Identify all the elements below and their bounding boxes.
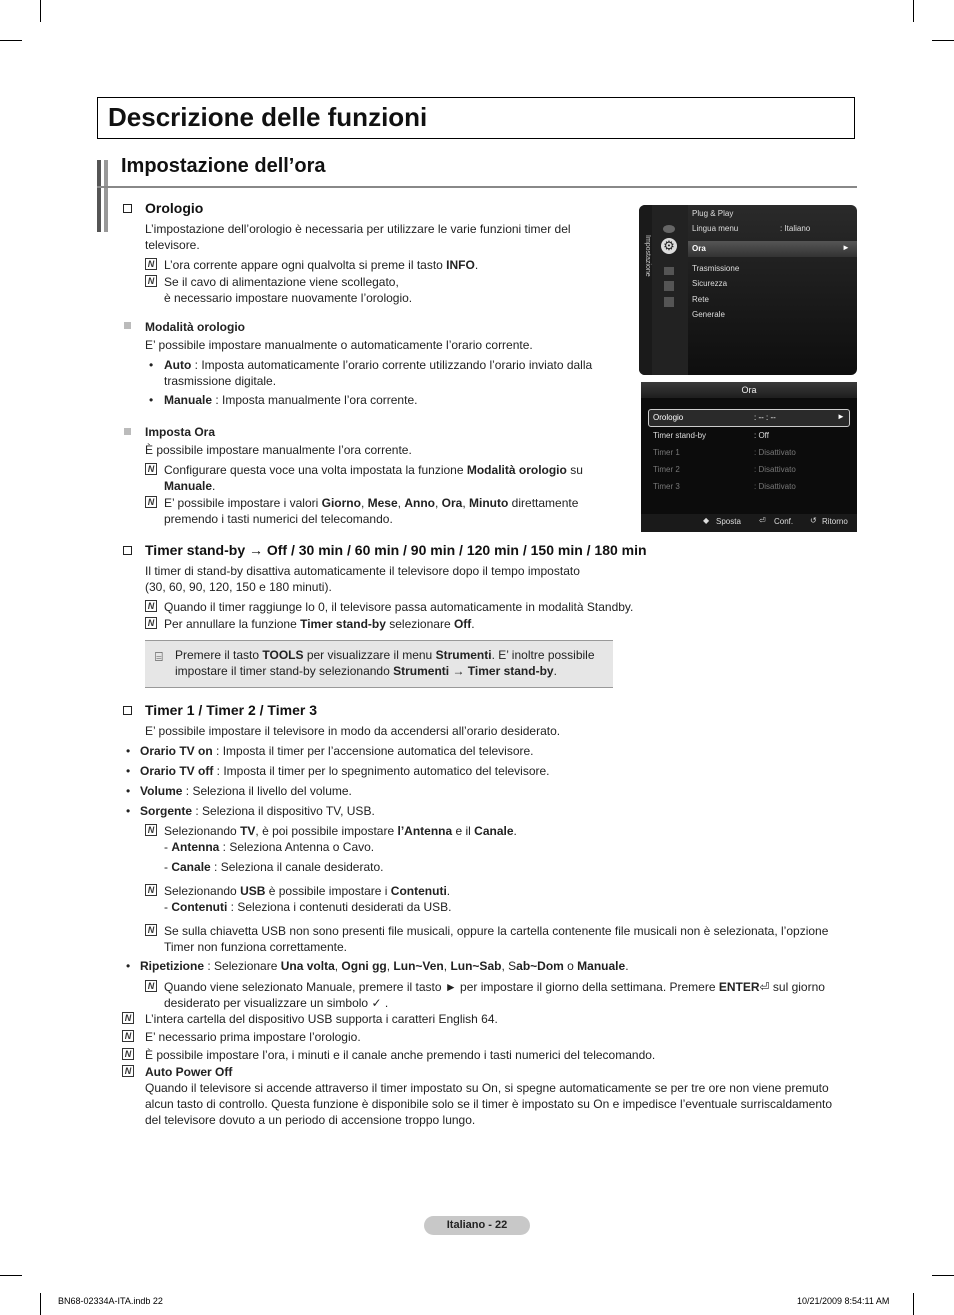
crop-mark	[0, 40, 22, 41]
sub-item: - Contenuti : Seleziona i contenuti desiderati da USB.	[164, 900, 452, 914]
row-label-standby[interactable]: Timer stand-by	[653, 431, 707, 440]
channel-icon	[664, 267, 674, 275]
bullet-dot: •	[126, 784, 131, 798]
bullet-dot: •	[126, 804, 131, 818]
picture-icon	[663, 225, 675, 233]
footer-ritorno: Ritorno	[822, 517, 848, 526]
page-header-box	[97, 97, 855, 139]
row-value-standby: : Off	[754, 431, 769, 440]
checkbox-icon	[123, 546, 132, 555]
orologio-heading: Orologio	[123, 200, 203, 216]
orologio-intro: L’impostazione dell’orologio è necessaria per utilizzare le varie funzioni timer del televisore.	[145, 222, 571, 252]
bullet-dot: •	[126, 959, 131, 973]
row-value-timer1: : Disattivato	[754, 448, 796, 457]
list-item: Orario TV off : Imposta il timer per lo spegnimento automatico del televisore.	[140, 764, 550, 778]
tip-text: Premere il tasto TOOLS per visualizzare il menu Strumenti. E’ inoltre possibile impostare il timer stand-by selezionando Strumenti → Timer stand-by.	[175, 648, 595, 678]
crop-mark	[913, 1293, 914, 1315]
gear-icon: ⚙	[661, 238, 677, 254]
menu-item-ora[interactable]: Ora	[692, 244, 706, 253]
checkmark-icon: ✓	[371, 996, 382, 1010]
square-bullet-icon	[124, 428, 131, 435]
menu-side-label: Impostazione	[644, 235, 651, 277]
list-item: Sorgente : Seleziona il dispositivo TV, USB.	[140, 804, 375, 818]
list-item: Volume : Seleziona il livello del volume.	[140, 784, 352, 798]
bullet-dot: •	[149, 358, 154, 372]
menu-item-plug-play[interactable]: Plug & Play	[692, 209, 734, 218]
note-text: Selezionando USB è possibile impostare i Contenuti.	[164, 884, 451, 898]
timers-heading: Timer 1 / Timer 2 / Timer 3	[123, 702, 317, 718]
menu-item-trasmissione[interactable]: Trasmissione	[692, 264, 740, 273]
crop-mark	[932, 1275, 954, 1276]
row-value-timer3: : Disattivato	[754, 482, 796, 491]
page-number: Italiano - 22	[424, 1216, 530, 1235]
crop-mark	[40, 0, 41, 22]
footer-conf: Conf.	[774, 517, 794, 526]
crop-mark	[932, 40, 954, 41]
menu-side-strip	[639, 205, 652, 375]
sub-item: - Canale : Seleziona il canale desiderato.	[164, 860, 384, 874]
note-text: E’ possibile impostare i valori Giorno, Mese, Anno, Ora, Minuto direttamente premendo i tasti numerici del telecomando.	[164, 496, 579, 526]
note-text: È possibile impostare l’ora, i minuti e il canale anche premendo i tasti numerici del telecomando.	[145, 1048, 656, 1062]
note-text: Per annullare la funzione Timer stand-by selezionare Off.	[164, 617, 475, 631]
enter-icon: ⏎	[759, 980, 770, 994]
row-label-timer3[interactable]: Timer 3	[653, 482, 680, 491]
file-name: BN68-02334A-ITA.indb 22	[58, 1296, 163, 1306]
note-text: Se il cavo di alimentazione viene scollegato, è necessario impostare nuovamente l’orologio.	[164, 275, 413, 305]
note-text: Se sulla chiavetta USB non sono presenti file musicali, oppure la cartella contenente file musicali non è selezionata, l’opzione Timer non funziona correttamente.	[164, 924, 829, 954]
list-item: Manuale : Imposta manualmente l’ora corrente.	[164, 393, 418, 407]
bullet-dot: •	[126, 744, 131, 758]
note-icon: N	[122, 1048, 134, 1060]
note-text: Selezionando TV, è poi possibile impostare l’Antenna e il Canale.	[164, 824, 517, 838]
note-icon: N	[145, 463, 157, 475]
screen-title: Ora	[641, 382, 857, 398]
note-icon: N	[145, 980, 157, 992]
menu-highlight	[688, 241, 857, 257]
menu-item-lingua[interactable]: Lingua menu	[692, 224, 739, 233]
note-icon: N	[145, 496, 157, 508]
subheading: Modalità orologio	[145, 320, 245, 334]
checkbox-icon	[123, 706, 132, 715]
subheading: Auto Power Off	[145, 1065, 233, 1079]
note-text: Quando il timer raggiunge lo 0, il televisore passa automaticamente in modalità Standby.	[164, 600, 634, 614]
crop-mark	[0, 1275, 22, 1276]
section-bar	[97, 160, 101, 232]
tools-tip-box	[145, 640, 613, 688]
note-icon: N	[122, 1030, 134, 1042]
section-title: Impostazione dell’ora	[121, 155, 326, 177]
note-icon: N	[145, 600, 157, 612]
note-text: L’ora corrente appare ogni qualvolta si preme il tasto INFO.	[164, 258, 479, 272]
page-title: Descrizione delle funzioni	[108, 102, 428, 132]
crop-mark	[913, 0, 914, 22]
list-item: Orario TV on : Imposta il timer per l’accensione automatica del televisore.	[140, 744, 534, 758]
footer-sposta: Sposta	[716, 517, 741, 526]
checkbox-icon	[123, 204, 132, 213]
section-bar	[104, 160, 108, 232]
square-bullet-icon	[124, 322, 131, 329]
input-icon	[664, 281, 674, 291]
enter-icon: ⏎	[759, 516, 766, 525]
arrow-right-icon: ►	[842, 243, 850, 252]
arrow-right-icon: ►	[837, 412, 845, 421]
return-icon: ↺	[810, 516, 817, 525]
menu-item-generale[interactable]: Generale	[692, 310, 725, 319]
updown-icon: ◆	[703, 516, 710, 525]
tv-time-menu-screen	[641, 382, 857, 532]
paragraph: È possibile impostare manualmente l’ora corrente.	[145, 443, 412, 457]
row-label-timer2[interactable]: Timer 2	[653, 465, 680, 474]
sub-item: - Antenna : Seleziona Antenna o Cavo.	[164, 840, 375, 854]
support-icon	[664, 297, 674, 307]
list-item: Ripetizione : Selezionare Una volta, Ogni gg, Lun~Ven, Lun~Sab, Sab~Dom o Manuale.	[140, 959, 629, 973]
row-label-orologio[interactable]: Orologio	[653, 413, 684, 422]
note-icon: N	[122, 1012, 134, 1024]
bullet-dot: •	[149, 393, 154, 407]
note-icon: N	[145, 924, 157, 936]
note-icon: N	[145, 884, 157, 896]
print-date: 10/21/2009 8:54:11 AM	[797, 1296, 890, 1306]
note-icon: N	[145, 824, 157, 836]
tv-setup-menu-screen	[639, 205, 857, 375]
paragraph: Quando il televisore si accende attraverso il timer impostato su On, si spegne automaticamente se per tre ore non viene premuto alcun tasto di controllo. Questa funzione è disponibile solo se il timer è impostato su On e impedisce l’eventuale surriscaldamento del televisore dovuto a un periodo di accensione troppo lungo.	[145, 1081, 833, 1127]
list-item: Auto : Imposta automaticamente l’orario corrente utilizzando l’orario inviato dalla trasmissione digitale.	[164, 358, 593, 388]
row-value-timer2: : Disattivato	[754, 465, 796, 474]
note-icon: N	[122, 1065, 134, 1077]
menu-item-sicurezza[interactable]: Sicurezza	[692, 279, 728, 288]
standby-text: Il timer di stand-by disattiva automaticamente il televisore dopo il tempo impostato (30, 60, 90, 120, 150 e 180 minuti).	[145, 564, 580, 594]
menu-item-rete[interactable]: Rete	[692, 295, 709, 304]
note-text: Configurare questa voce una volta impostata la funzione Modalità orologio su Manuale.	[164, 463, 583, 493]
crop-mark	[40, 1293, 41, 1315]
note-icon: N	[145, 275, 157, 287]
note-icon: N	[145, 258, 157, 270]
subheading: Imposta Ora	[145, 425, 216, 439]
tools-icon: ⌸	[155, 649, 163, 664]
note-text: E’ necessario prima impostare l’orologio.	[145, 1030, 361, 1044]
menu-item-lingua-value: : Italiano	[780, 224, 811, 233]
paragraph: E’ possibile impostare il televisore in modo da accendersi all’orario desiderato.	[145, 724, 561, 738]
paragraph: E’ possibile impostare manualmente o automaticamente l’orario corrente.	[145, 338, 533, 352]
note-icon: N	[145, 617, 157, 629]
row-value-orologio: : -- : --	[754, 413, 776, 422]
standby-heading: Timer stand-by → Off / 30 min / 60 min / 90 min / 120 min / 150 min / 180 min	[123, 542, 647, 558]
bullet-dot: •	[126, 764, 131, 778]
row-label-timer1[interactable]: Timer 1	[653, 448, 680, 457]
note-text: L’intera cartella del dispositivo USB supporta i caratteri English 64.	[145, 1012, 498, 1026]
section-rule	[97, 186, 857, 188]
note-text: Quando viene selezionato Manuale, premere il tasto ► per impostare il giorno della settimana. Premere ENTER⏎ sul giorno desiderato per visualizzare un simbolo ✓ .	[164, 980, 825, 1010]
